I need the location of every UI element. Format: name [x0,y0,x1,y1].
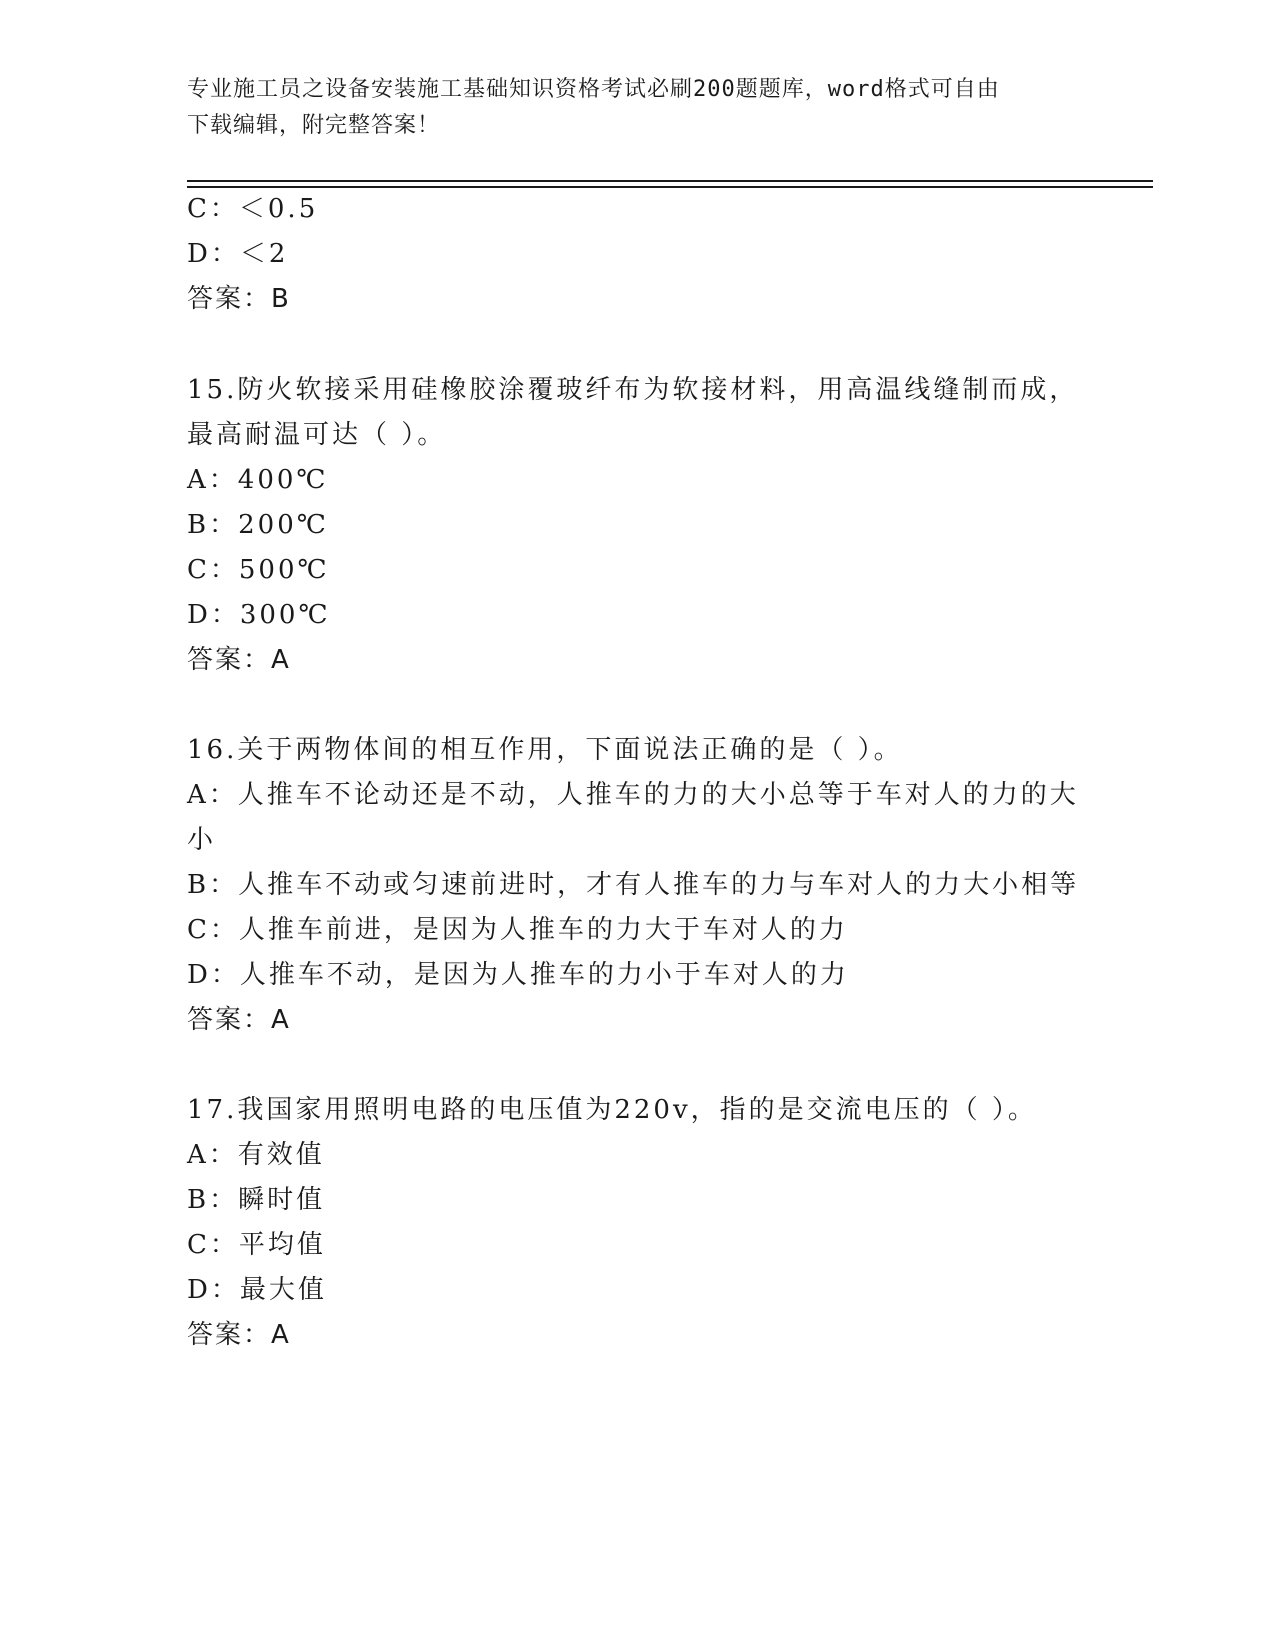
q16-option-a-line-1: A：人推车不论动还是不动，人推车的力的大小总等于车对人的力的大 [187,780,1079,810]
q14-option-d: D：＜2 [187,239,289,269]
header-divider-top [187,180,1153,182]
q16-option-c: C：人推车前进，是因为人推车的力大于车对人的力 [187,915,848,945]
q16-option-a-line-2: 小 [187,825,217,855]
header-divider-bottom [187,186,1153,188]
q16-stem: 16.关于两物体间的相互作用，下面说法正确的是（ ）。 [187,735,903,765]
q17-answer: 答案：A [187,1320,291,1350]
q16-option-d: D：人推车不动，是因为人推车的力小于车对人的力 [187,960,849,990]
q15-option-a: A：400℃ [187,465,329,495]
q16-option-b: B：人推车不动或匀速前进时，才有人推车的力与车对人的力大小相等 [187,870,1080,900]
q17-option-a: A：有效值 [187,1140,325,1170]
header-line-1: 专业施工员之设备安装施工基础知识资格考试必刷200题题库，word格式可自由 [187,77,1000,102]
q15-answer: 答案：A [187,645,291,675]
q17-option-c: C：平均值 [187,1230,326,1260]
q15-option-d: D：300℃ [187,600,331,630]
q15-option-c: C：500℃ [187,555,330,585]
header-line-2: 下载编辑，附完整答案！ [187,113,441,138]
q14-answer: 答案：B [187,284,291,314]
q15-stem-line-1: 15.防火软接采用硅橡胶涂覆玻纤布为软接材料，用高温线缝制而成， [187,375,1079,405]
q17-option-d: D：最大值 [187,1275,327,1305]
q17-option-b: B：瞬时值 [187,1185,326,1215]
q15-option-b: B：200℃ [187,510,329,540]
q15-stem-line-2: 最高耐温可达（ ）。 [187,420,447,450]
q16-answer: 答案：A [187,1005,291,1035]
q14-option-c: C：＜0.5 [187,194,319,224]
document-header [187,72,1067,144]
q17-stem: 17.我国家用照明电路的电压值为220v，指的是交流电压的（ ）。 [187,1095,1037,1125]
